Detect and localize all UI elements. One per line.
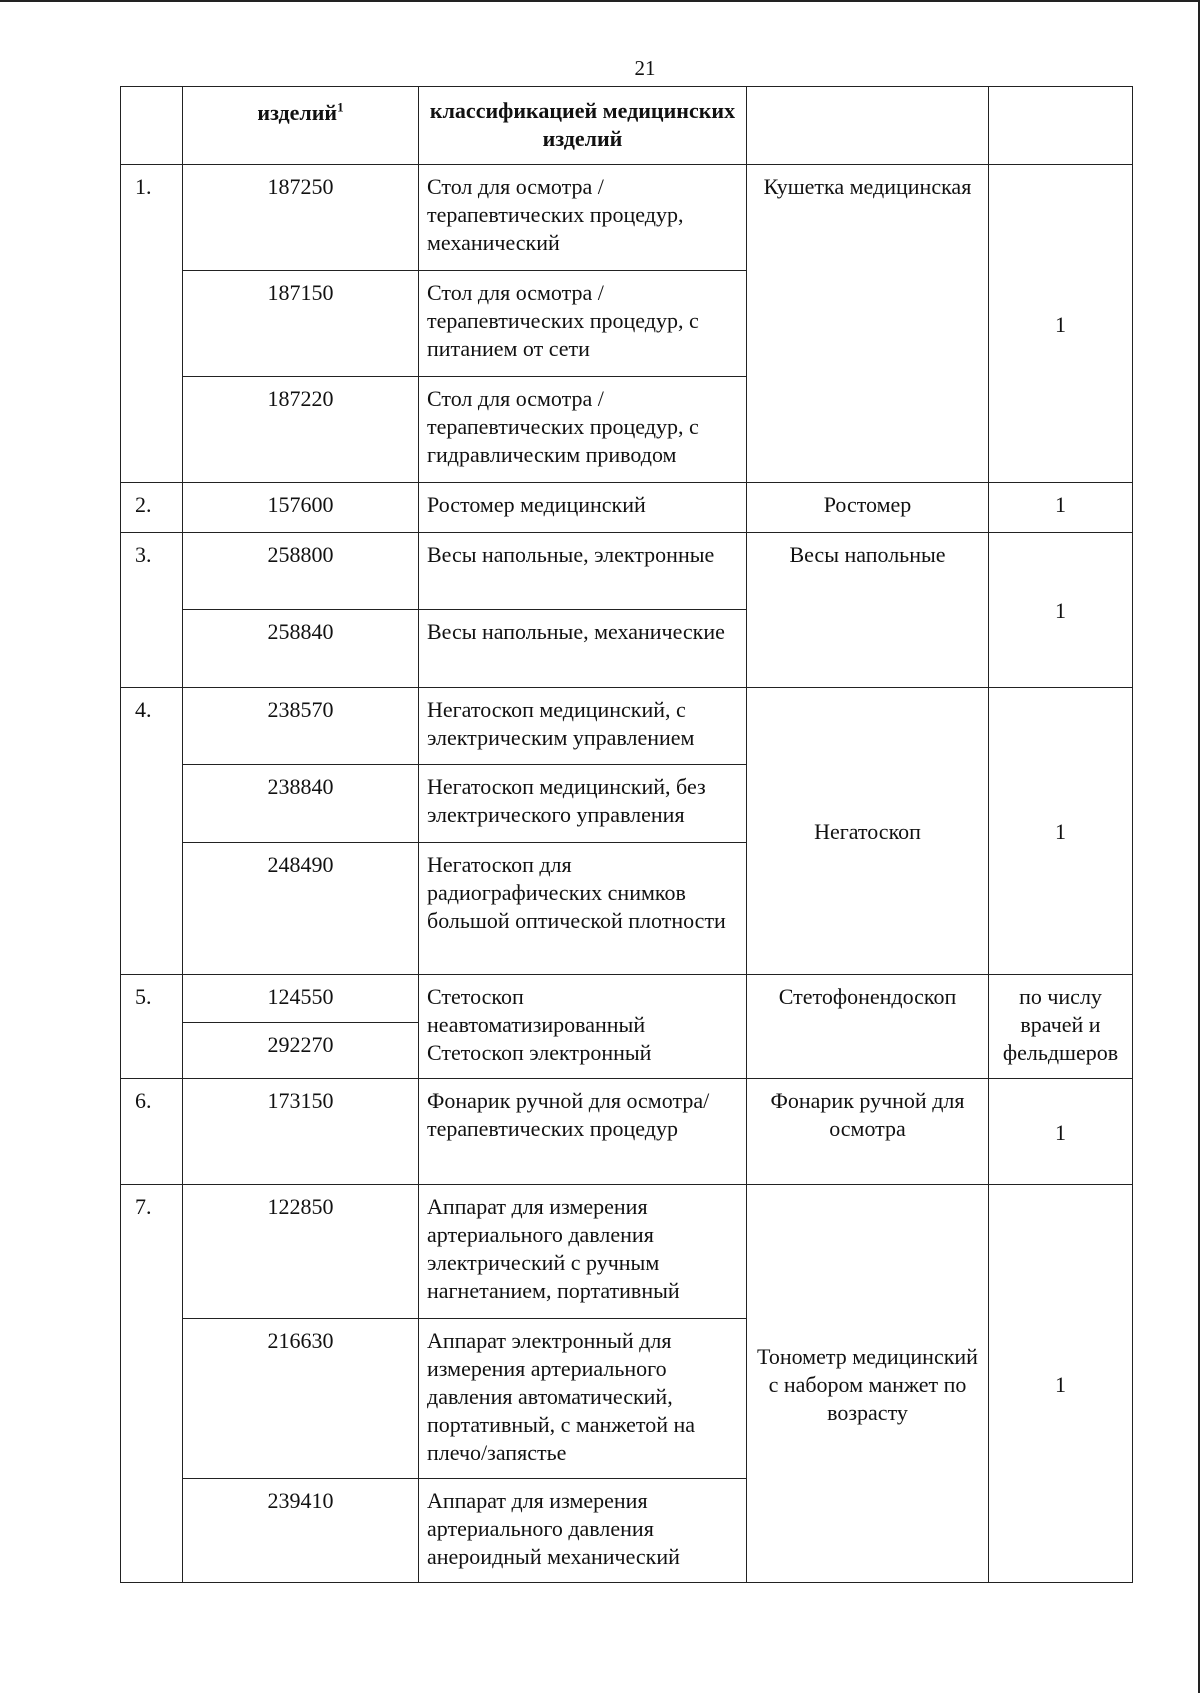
item-name: Стол для осмотра / терапевтических процедур, механический: [419, 165, 747, 271]
header-name: классификацией медицинских изделий: [419, 87, 747, 165]
item-code: 258840: [183, 610, 419, 688]
header-type: [747, 87, 989, 165]
item-code: 258800: [183, 533, 419, 610]
item-name: Стетоскоп неавтоматизированный Стетоскоп электронный: [419, 975, 747, 1079]
device-type: Тонометр медицинский с набором манжет по возрасту: [747, 1185, 989, 1583]
row-number: 3.: [121, 533, 183, 688]
device-type: Ростомер: [747, 483, 989, 533]
item-code: 187150: [183, 271, 419, 377]
item-code: 124550: [183, 975, 419, 1023]
item-code: 238570: [183, 688, 419, 765]
item-name: Ростомер медицинский: [419, 483, 747, 533]
quantity: 1: [989, 1079, 1133, 1185]
table-row: [121, 1079, 1133, 1185]
device-type: Стетофонендоскоп: [747, 975, 989, 1079]
equipment-table: [120, 86, 1133, 1583]
row-number: 5.: [121, 975, 183, 1079]
quantity: 1: [989, 1185, 1133, 1583]
item-code: 157600: [183, 483, 419, 533]
item-code: 248490: [183, 843, 419, 975]
table-header-row: [121, 87, 1133, 165]
row-number: 2.: [121, 483, 183, 533]
item-name: Негатоскоп медицинский, без электрического управления: [419, 765, 747, 843]
item-code: 239410: [183, 1479, 419, 1583]
quantity: 1: [989, 533, 1133, 688]
page-number: 21: [634, 56, 656, 80]
header-num: [121, 87, 183, 165]
table-row: [121, 483, 1133, 533]
item-code: 122850: [183, 1185, 419, 1319]
item-name: Аппарат электронный для измерения артериального давления автоматический, портативный, с манжетой на плечо/запястье: [419, 1319, 747, 1479]
item-name: Аппарат для измерения артериального давления анероидный механический: [419, 1479, 747, 1583]
item-code: 187250: [183, 165, 419, 271]
item-name: Аппарат для измерения артериального давления электрический с ручным нагнетанием, портативный: [419, 1185, 747, 1319]
item-name: Негатоскоп медицинский, с электрическим управлением: [419, 688, 747, 765]
device-type: Кушетка медицинская: [747, 165, 989, 483]
row-number: 1.: [121, 165, 183, 483]
header-qty: [989, 87, 1133, 165]
quantity: по числу врачей и фельдшеров: [989, 975, 1133, 1079]
table-row: [121, 975, 1133, 1023]
quantity: 1: [989, 165, 1133, 483]
item-code: 216630: [183, 1319, 419, 1479]
quantity: 1: [989, 483, 1133, 533]
item-name: Негатоскоп для радиографических снимков большой оптической плотности: [419, 843, 747, 975]
device-type: Фонарик ручной для осмотра: [747, 1079, 989, 1185]
row-number: 6.: [121, 1079, 183, 1185]
item-name: Весы напольные, механические: [419, 610, 747, 688]
row-number: 7.: [121, 1185, 183, 1583]
quantity: 1: [989, 688, 1133, 975]
table-row: [121, 533, 1133, 610]
header-code-footnote: 1: [337, 99, 344, 115]
item-name: Стол для осмотра / терапевтических процедур, с питанием от сети: [419, 271, 747, 377]
item-code: 238840: [183, 765, 419, 843]
item-name: Фонарик ручной для осмотра/терапевтических процедур: [419, 1079, 747, 1185]
item-name: Весы напольные, электронные: [419, 533, 747, 610]
row-number: 4.: [121, 688, 183, 975]
table-row: [121, 165, 1133, 271]
table-row: [121, 688, 1133, 765]
item-code: 292270: [183, 1023, 419, 1079]
item-code: 187220: [183, 377, 419, 483]
header-code-label: изделий: [257, 100, 338, 125]
device-type: Негатоскоп: [747, 688, 989, 975]
table-row: [121, 1185, 1133, 1319]
device-type: Весы напольные: [747, 533, 989, 688]
header-code: [183, 87, 419, 165]
item-code: 173150: [183, 1079, 419, 1185]
item-name: Стол для осмотра / терапевтических процедур, с гидравлическим приводом: [419, 377, 747, 483]
